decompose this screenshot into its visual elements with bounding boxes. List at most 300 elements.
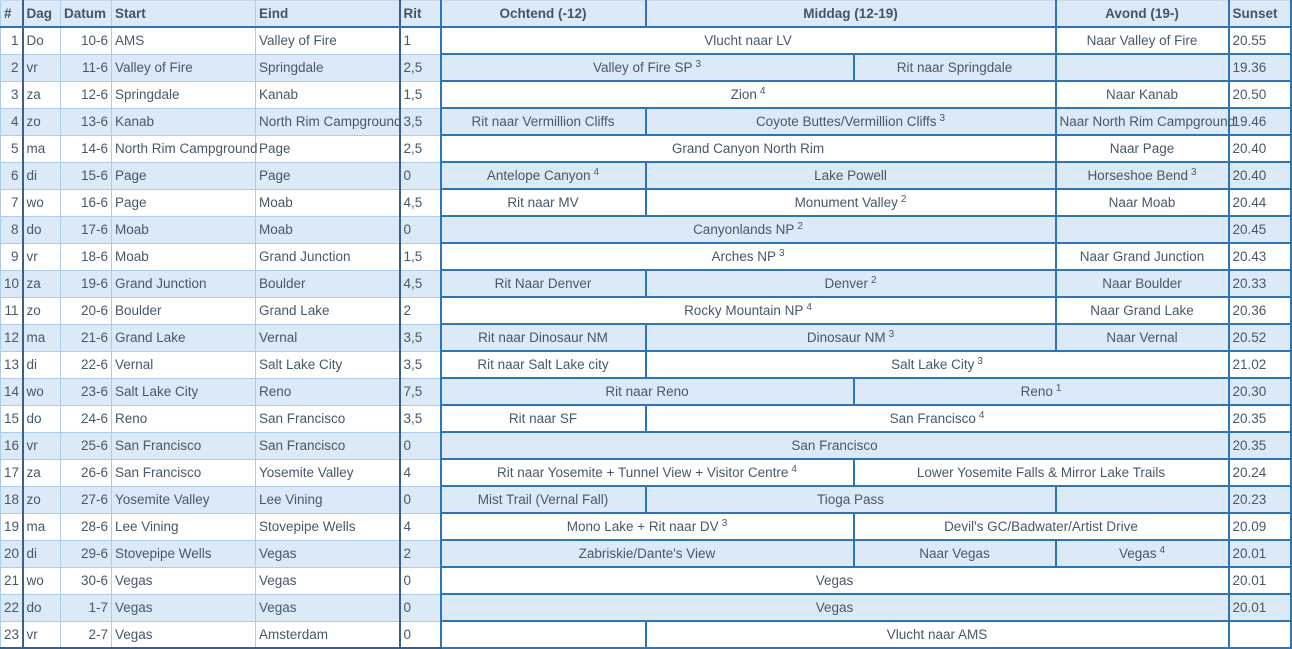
cell-rit[interactable]: 2,5 (400, 54, 441, 81)
cell-datum[interactable]: 30-6 (61, 567, 112, 594)
cell-rit[interactable]: 4,5 (400, 270, 441, 297)
cell-eind[interactable]: Grand Lake (256, 297, 400, 324)
cell-rit[interactable]: 4 (400, 459, 441, 486)
superscript-rating: 4 (806, 302, 812, 313)
cell-eind[interactable]: Yosemite Valley (256, 459, 400, 486)
activity-label: Naar Grand Junction (1079, 249, 1205, 264)
cell-eind[interactable]: Grand Junction (256, 243, 400, 270)
activity-cell[interactable] (441, 135, 1056, 162)
activity-cell[interactable] (1056, 54, 1229, 81)
cell-start[interactable]: Grand Lake (112, 324, 256, 351)
cell-dag[interactable]: vr (23, 54, 61, 81)
cell-dag[interactable]: ma (23, 135, 61, 162)
superscript-rating: 3 (721, 518, 728, 529)
superscript-rating: 4 (593, 167, 600, 178)
cell-datum[interactable]: 1-7 (61, 594, 112, 621)
cell-eind[interactable]: Stovepipe Wells (256, 513, 400, 540)
cell-dag[interactable]: zo (23, 108, 61, 135)
cell-sunset[interactable]: 19.46 (1229, 108, 1291, 135)
superscript-rating: 1 (1055, 383, 1062, 394)
table-row (1, 243, 1291, 270)
cell-num[interactable]: 3 (1, 81, 23, 108)
cell-dag[interactable]: Do (23, 27, 61, 54)
cell-datum[interactable]: 19-6 (61, 270, 112, 297)
activity-cell[interactable] (441, 513, 854, 540)
table-row (1, 54, 1291, 81)
activity-label: Naar Moab (1108, 195, 1176, 210)
activity-label: Naar Boulder (1102, 276, 1182, 291)
activity-label: Vlucht naar AMS (886, 627, 988, 642)
cell-start[interactable]: Lee Vining (112, 513, 256, 540)
activity-label: Naar North Rim Campground (1059, 114, 1236, 129)
activity-label: Rit Naar Denver (494, 276, 592, 291)
superscript-rating: 3 (778, 248, 785, 259)
cell-datum[interactable]: 29-6 (61, 540, 112, 567)
activity-label: Rit naar MV (507, 195, 579, 210)
cell-rit[interactable]: 0 (400, 621, 441, 648)
cell-start[interactable]: AMS (112, 27, 256, 54)
superscript-rating: 3 (1191, 167, 1197, 178)
activity-cell[interactable] (1056, 162, 1229, 189)
cell-sunset[interactable]: 20.40 (1229, 135, 1291, 162)
cell-num[interactable]: 2 (1, 54, 23, 81)
activity-label: Naar Kanab (1105, 87, 1179, 102)
cell-start[interactable]: Vegas (112, 594, 256, 621)
cell-sunset[interactable]: 19.36 (1229, 54, 1291, 81)
activity-cell[interactable] (1056, 27, 1229, 54)
col-header-eind[interactable]: Eind (256, 1, 400, 28)
activity-label: Coyote Buttes/Vermillion Cliffs (755, 114, 937, 129)
activity-label: Zion (730, 87, 757, 102)
activity-label: Grand Canyon North Rim (671, 141, 825, 156)
table-row (1, 189, 1291, 216)
cell-num[interactable]: 18 (1, 486, 23, 513)
cell-dag[interactable]: do (23, 594, 61, 621)
cell-rit[interactable]: 0 (400, 216, 441, 243)
cell-datum[interactable]: 17-6 (61, 216, 112, 243)
activity-cell[interactable] (646, 486, 1056, 513)
superscript-rating: 4 (1159, 545, 1166, 556)
activity-cell[interactable] (1056, 135, 1229, 162)
cell-datum[interactable]: 11-6 (61, 54, 112, 81)
cell-num[interactable]: 7 (1, 189, 23, 216)
activity-cell[interactable] (441, 108, 646, 135)
superscript-rating: 2 (870, 275, 877, 286)
activity-cell[interactable] (441, 378, 854, 405)
col-header-rit[interactable]: Rit (400, 1, 441, 28)
cell-start[interactable]: Page (112, 189, 256, 216)
activity-label: Reno (1020, 384, 1053, 399)
activity-cell[interactable] (646, 189, 1056, 216)
cell-num[interactable]: 14 (1, 378, 23, 405)
activity-label: Lower Yosemite Falls & Mirror Lake Trails (916, 465, 1166, 480)
activity-cell[interactable] (441, 216, 1056, 243)
cell-rit[interactable]: 2 (400, 297, 441, 324)
cell-dag[interactable]: wo (23, 189, 61, 216)
cell-num[interactable]: 13 (1, 351, 23, 378)
cell-dag[interactable]: di (23, 540, 61, 567)
cell-start[interactable]: Kanab (112, 108, 256, 135)
col-header-ochtend[interactable]: Ochtend (-12) (441, 1, 646, 28)
activity-cell[interactable] (441, 351, 646, 378)
cell-eind[interactable]: Vegas (256, 540, 400, 567)
cell-dag[interactable]: di (23, 351, 61, 378)
activity-cell[interactable] (441, 594, 1229, 621)
activity-label: Rit naar Salt Lake city (477, 357, 609, 372)
activity-cell[interactable] (1056, 189, 1229, 216)
cell-datum[interactable]: 27-6 (61, 486, 112, 513)
cell-rit[interactable]: 3,5 (400, 108, 441, 135)
activity-cell[interactable] (441, 459, 854, 486)
activity-label: Rit naar Yosemite + Tunnel View + Visitor Centre (497, 465, 789, 480)
cell-rit[interactable]: 1 (400, 27, 441, 54)
activity-cell[interactable] (646, 351, 1229, 378)
table-row (1, 513, 1291, 540)
activity-cell[interactable] (441, 297, 1056, 324)
cell-rit[interactable]: 4,5 (400, 189, 441, 216)
cell-eind[interactable]: Vernal (256, 324, 400, 351)
activity-cell[interactable] (1056, 324, 1229, 351)
cell-rit[interactable]: 2,5 (400, 135, 441, 162)
cell-dag[interactable]: zo (23, 297, 61, 324)
cell-sunset[interactable]: 20.01 (1229, 594, 1291, 621)
cell-datum[interactable]: 25-6 (61, 432, 112, 459)
cell-rit[interactable]: 7,5 (400, 378, 441, 405)
table-row (1, 540, 1291, 567)
cell-start[interactable]: Stovepipe Wells (112, 540, 256, 567)
cell-rit[interactable]: 0 (400, 162, 441, 189)
cell-dag[interactable]: zo (23, 486, 61, 513)
activity-cell[interactable] (441, 405, 646, 432)
table-row (1, 27, 1291, 54)
table-row (1, 324, 1291, 351)
cell-dag[interactable]: vr (23, 621, 61, 648)
table-row (1, 351, 1291, 378)
activity-label: Horseshoe Bend (1087, 168, 1189, 183)
cell-dag[interactable]: di (23, 162, 61, 189)
activity-label: Monument Valley (794, 195, 898, 210)
activity-label: Salt Lake City (891, 357, 975, 372)
activity-cell[interactable] (441, 189, 646, 216)
cell-datum[interactable]: 14-6 (61, 135, 112, 162)
cell-sunset[interactable]: 20.44 (1229, 189, 1291, 216)
cell-start[interactable]: Moab (112, 216, 256, 243)
cell-dag[interactable]: wo (23, 567, 61, 594)
activity-cell[interactable] (646, 621, 1229, 648)
cell-rit[interactable]: 0 (400, 486, 441, 513)
cell-datum[interactable]: 26-6 (61, 459, 112, 486)
superscript-rating: 3 (695, 59, 702, 70)
cell-start[interactable]: Reno (112, 405, 256, 432)
activity-label: Denver (824, 276, 868, 291)
activity-label: Dinosaur NM (806, 330, 886, 345)
cell-num[interactable]: 8 (1, 216, 23, 243)
cell-datum[interactable]: 15-6 (61, 162, 112, 189)
cell-eind[interactable]: San Francisco (256, 405, 400, 432)
cell-sunset[interactable]: 20.36 (1229, 297, 1291, 324)
activity-cell[interactable] (441, 270, 646, 297)
cell-eind[interactable]: Moab (256, 216, 400, 243)
cell-start[interactable]: Vegas (112, 621, 256, 648)
cell-num[interactable]: 11 (1, 297, 23, 324)
table-row (1, 270, 1291, 297)
activity-cell[interactable] (646, 162, 1056, 189)
activity-label: Rit naar SF (508, 411, 578, 426)
cell-sunset[interactable]: 20.35 (1229, 405, 1291, 432)
cell-start[interactable]: Salt Lake City (112, 378, 256, 405)
activity-label: Devil's GC/Badwater/Artist Drive (944, 519, 1138, 534)
activity-label: Naar Grand Lake (1090, 303, 1194, 318)
cell-dag[interactable]: vr (23, 432, 61, 459)
cell-eind[interactable]: Page (256, 162, 400, 189)
cell-start[interactable]: Springdale (112, 81, 256, 108)
superscript-rating: 3 (888, 329, 895, 340)
activity-label: Mist Trail (Vernal Fall) (477, 492, 609, 507)
activity-cell[interactable] (1056, 270, 1229, 297)
cell-num[interactable]: 21 (1, 567, 23, 594)
cell-datum[interactable]: 16-6 (61, 189, 112, 216)
cell-start[interactable]: Vegas (112, 567, 256, 594)
cell-dag[interactable]: vr (23, 243, 61, 270)
cell-start[interactable]: Vernal (112, 351, 256, 378)
cell-sunset[interactable]: 20.09 (1229, 513, 1291, 540)
activity-label: Valley of Fire SP (592, 60, 693, 75)
activity-label: Rit naar Vermillion Cliffs (471, 114, 615, 129)
cell-eind[interactable]: Vegas (256, 567, 400, 594)
cell-sunset[interactable]: 20.30 (1229, 378, 1291, 405)
cell-start[interactable]: Valley of Fire (112, 54, 256, 81)
activity-cell[interactable] (441, 432, 1229, 459)
cell-datum[interactable]: 24-6 (61, 405, 112, 432)
activity-cell[interactable] (1056, 108, 1236, 135)
cell-dag[interactable]: za (23, 81, 61, 108)
col-header-dag[interactable]: Dag (23, 1, 61, 28)
cell-datum[interactable]: 21-6 (61, 324, 112, 351)
activity-cell[interactable] (1056, 297, 1229, 324)
cell-sunset[interactable]: 20.24 (1229, 459, 1291, 486)
cell-num[interactable]: 4 (1, 108, 23, 135)
cell-rit[interactable]: 4 (400, 513, 441, 540)
cell-start[interactable]: Moab (112, 243, 256, 270)
cell-eind[interactable]: Vegas (256, 594, 400, 621)
col-header-middag[interactable]: Middag (12-19) (646, 1, 1056, 28)
col-header-avond[interactable]: Avond (19-) (1056, 1, 1229, 28)
activity-cell[interactable] (854, 378, 1229, 405)
cell-dag[interactable]: za (23, 270, 61, 297)
activity-cell[interactable] (854, 540, 1056, 567)
activity-cell[interactable] (441, 486, 646, 513)
activity-label: Lake Powell (814, 168, 887, 183)
activity-label: Vegas (815, 573, 854, 588)
cell-start[interactable]: Boulder (112, 297, 256, 324)
table-row (1, 594, 1291, 621)
activity-label: Canyonlands NP (693, 222, 795, 237)
cell-eind[interactable]: Moab (256, 189, 400, 216)
cell-start[interactable]: San Francisco (112, 432, 256, 459)
activity-label: Rit naar Dinosaur NM (478, 330, 608, 345)
activity-label: Tioga Pass (816, 492, 885, 507)
table-row (1, 297, 1291, 324)
activity-label: Zabriskie/Dante's View (578, 546, 716, 561)
cell-num[interactable]: 19 (1, 513, 23, 540)
cell-datum[interactable]: 13-6 (61, 108, 112, 135)
cell-rit[interactable]: 2 (400, 540, 441, 567)
col-header-datum[interactable]: Datum (61, 1, 112, 28)
cell-eind[interactable]: North Rim Campground (256, 108, 400, 135)
activity-cell[interactable] (441, 54, 854, 81)
cell-num[interactable]: 20 (1, 540, 23, 567)
activity-label: Naar Vernal (1106, 330, 1178, 345)
activity-cell[interactable] (646, 108, 1056, 135)
cell-num[interactable]: 22 (1, 594, 23, 621)
cell-start[interactable]: San Francisco (112, 459, 256, 486)
activity-cell[interactable] (1056, 486, 1229, 513)
table-row (1, 567, 1291, 594)
cell-sunset[interactable]: 20.01 (1229, 567, 1291, 594)
table-row (1, 459, 1291, 486)
table-row (1, 405, 1291, 432)
activity-label: Vegas (815, 600, 854, 615)
cell-num[interactable]: 16 (1, 432, 23, 459)
activity-label: Arches NP (711, 249, 776, 264)
activity-label: Antelope Canyon (486, 168, 591, 183)
cell-dag[interactable]: za (23, 459, 61, 486)
table-row (1, 135, 1291, 162)
cell-sunset[interactable]: 20.35 (1229, 432, 1291, 459)
cell-dag[interactable]: do (23, 405, 61, 432)
activity-cell[interactable] (854, 459, 1229, 486)
activity-label: Naar Vegas (919, 546, 990, 561)
cell-start[interactable]: Grand Junction (112, 270, 256, 297)
cell-sunset[interactable]: 20.33 (1229, 270, 1291, 297)
cell-sunset[interactable]: 20.23 (1229, 486, 1291, 513)
cell-rit[interactable]: 0 (400, 567, 441, 594)
cell-start[interactable]: Page (112, 162, 256, 189)
activity-label: Rit naar Reno (605, 384, 689, 399)
col-header-start[interactable]: Start (112, 1, 256, 28)
cell-eind[interactable]: Salt Lake City (256, 351, 400, 378)
activity-cell[interactable] (854, 54, 1056, 81)
cell-num[interactable]: 23 (1, 621, 23, 648)
activity-cell[interactable] (646, 270, 1056, 297)
cell-sunset[interactable]: 20.01 (1229, 540, 1291, 567)
activity-cell[interactable] (1056, 243, 1229, 270)
cell-dag[interactable]: ma (23, 513, 61, 540)
cell-start[interactable]: North Rim Campground (112, 135, 256, 162)
header-row (1, 1, 1291, 28)
activity-label: Rit naar Springdale (896, 60, 1013, 75)
activity-cell[interactable] (441, 621, 646, 648)
cell-eind[interactable]: Lee Vining (256, 486, 400, 513)
cell-eind[interactable]: Kanab (256, 81, 400, 108)
activity-cell[interactable] (441, 567, 1229, 594)
cell-eind[interactable]: Page (256, 135, 400, 162)
activity-cell[interactable] (441, 162, 646, 189)
activity-cell[interactable] (441, 27, 1056, 54)
cell-rit[interactable]: 0 (400, 432, 441, 459)
cell-rit[interactable]: 3,5 (400, 405, 441, 432)
activity-cell[interactable] (441, 243, 1056, 270)
cell-eind[interactable]: San Francisco (256, 432, 400, 459)
cell-dag[interactable]: do (23, 216, 61, 243)
cell-sunset[interactable]: 20.55 (1229, 27, 1291, 54)
activity-label: Mono Lake + Rit naar DV (566, 519, 719, 534)
cell-num[interactable]: 6 (1, 162, 23, 189)
col-header-num[interactable]: # (1, 1, 23, 28)
cell-num[interactable]: 9 (1, 243, 23, 270)
activity-cell[interactable] (1056, 540, 1229, 567)
cell-datum[interactable]: 2-7 (61, 621, 112, 648)
cell-datum[interactable]: 20-6 (61, 297, 112, 324)
superscript-rating: 3 (977, 356, 983, 367)
cell-rit[interactable]: 0 (400, 594, 441, 621)
cell-eind[interactable]: Amsterdam (256, 621, 400, 648)
activity-label: San Francisco (889, 411, 976, 426)
cell-datum[interactable]: 28-6 (61, 513, 112, 540)
table-row (1, 216, 1291, 243)
activity-cell[interactable] (1056, 81, 1229, 108)
cell-eind[interactable]: Valley of Fire (256, 27, 400, 54)
cell-eind[interactable]: Reno (256, 378, 400, 405)
cell-num[interactable]: 1 (1, 27, 23, 54)
activity-label: Naar Valley of Fire (1086, 33, 1198, 48)
activity-cell[interactable] (646, 405, 1229, 432)
cell-rit[interactable]: 3,5 (400, 324, 441, 351)
cell-datum[interactable]: 18-6 (61, 243, 112, 270)
cell-sunset[interactable]: 20.43 (1229, 243, 1291, 270)
table-row (1, 486, 1291, 513)
superscript-rating: 2 (900, 194, 907, 205)
cell-datum[interactable]: 22-6 (61, 351, 112, 378)
cell-dag[interactable]: ma (23, 324, 61, 351)
cell-sunset[interactable]: 20.40 (1229, 162, 1291, 189)
cell-sunset[interactable]: 20.50 (1229, 81, 1291, 108)
cell-start[interactable]: Yosemite Valley (112, 486, 256, 513)
cell-num[interactable]: 12 (1, 324, 23, 351)
cell-datum[interactable]: 10-6 (61, 27, 112, 54)
activity-cell[interactable] (1056, 216, 1229, 243)
cell-rit[interactable]: 1,5 (400, 243, 441, 270)
cell-sunset[interactable]: 21.02 (1229, 351, 1291, 378)
activity-cell[interactable] (646, 324, 1056, 351)
col-header-sunset[interactable]: Sunset (1229, 1, 1291, 28)
activity-cell[interactable] (441, 324, 646, 351)
cell-rit[interactable]: 3,5 (400, 351, 441, 378)
cell-num[interactable]: 17 (1, 459, 23, 486)
cell-num[interactable]: 15 (1, 405, 23, 432)
table-row (1, 378, 1291, 405)
cell-rit[interactable]: 1,5 (400, 81, 441, 108)
superscript-rating: 3 (939, 113, 946, 124)
cell-sunset[interactable]: 20.45 (1229, 216, 1291, 243)
table-row (1, 621, 1291, 648)
cell-num[interactable]: 5 (1, 135, 23, 162)
cell-eind[interactable]: Springdale (256, 54, 400, 81)
cell-sunset[interactable]: 20.52 (1229, 324, 1291, 351)
cell-datum[interactable]: 23-6 (61, 378, 112, 405)
activity-cell[interactable] (441, 81, 1056, 108)
activity-cell[interactable] (854, 513, 1229, 540)
cell-num[interactable]: 10 (1, 270, 23, 297)
cell-sunset[interactable] (1229, 621, 1291, 648)
activity-label: Vegas (1118, 546, 1157, 561)
superscript-rating: 4 (978, 410, 985, 421)
cell-dag[interactable]: wo (23, 378, 61, 405)
cell-eind[interactable]: Boulder (256, 270, 400, 297)
activity-cell[interactable] (441, 540, 854, 567)
activity-label: Naar Page (1109, 141, 1175, 156)
cell-datum[interactable]: 12-6 (61, 81, 112, 108)
